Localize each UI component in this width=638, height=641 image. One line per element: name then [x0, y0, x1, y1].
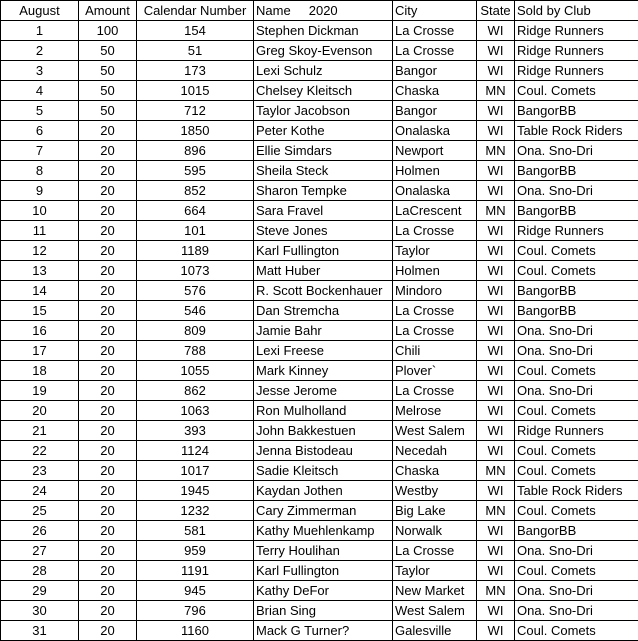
cell-amount: 20 — [79, 461, 137, 481]
cell-calendar-number: 393 — [137, 421, 254, 441]
cell-name: Terry Houlihan — [254, 541, 393, 561]
cell-city: La Crosse — [393, 381, 477, 401]
cell-amount: 20 — [79, 261, 137, 281]
cell-city: Norwalk — [393, 521, 477, 541]
table-row — [1, 81, 638, 101]
table-row — [1, 361, 638, 381]
cell-name: Cary Zimmerman — [254, 501, 393, 521]
cell-club: BangorBB — [515, 101, 638, 121]
cell-club: Ona. Sno-Dri — [515, 381, 638, 401]
cell-name: Karl Fullington — [254, 561, 393, 581]
cell-calendar-number: 1063 — [137, 401, 254, 421]
cell-calendar-number: 896 — [137, 141, 254, 161]
cell-amount: 20 — [79, 481, 137, 501]
cell-state: WI — [477, 441, 515, 461]
cell-state: WI — [477, 481, 515, 501]
cell-amount: 20 — [79, 521, 137, 541]
cell-day: 15 — [1, 301, 79, 321]
cell-amount: 20 — [79, 501, 137, 521]
cell-club: BangorBB — [515, 201, 638, 221]
cell-name: R. Scott Bockenhauer — [254, 281, 393, 301]
cell-amount: 20 — [79, 541, 137, 561]
cell-amount: 20 — [79, 281, 137, 301]
cell-state: MN — [477, 461, 515, 481]
cell-city: Holmen — [393, 161, 477, 181]
cell-amount: 100 — [79, 21, 137, 41]
table-row — [1, 201, 638, 221]
cell-state: WI — [477, 41, 515, 61]
cell-amount: 20 — [79, 441, 137, 461]
cell-day: 19 — [1, 381, 79, 401]
cell-day: 23 — [1, 461, 79, 481]
cell-calendar-number: 595 — [137, 161, 254, 181]
cell-calendar-number: 1073 — [137, 261, 254, 281]
cell-name: Karl Fullington — [254, 241, 393, 261]
cell-club: Coul. Comets — [515, 621, 638, 641]
header-state: State — [477, 1, 515, 21]
cell-calendar-number: 576 — [137, 281, 254, 301]
cell-state: MN — [477, 141, 515, 161]
cell-city: Plover` — [393, 361, 477, 381]
cell-day: 12 — [1, 241, 79, 261]
cell-calendar-number: 51 — [137, 41, 254, 61]
header-amount: Amount — [79, 1, 137, 21]
table-row — [1, 61, 638, 81]
cell-name: Chelsey Kleitsch — [254, 81, 393, 101]
cell-calendar-number: 1017 — [137, 461, 254, 481]
cell-club: Ona. Sno-Dri — [515, 601, 638, 621]
cell-city: Newport — [393, 141, 477, 161]
cell-name: Sadie Kleitsch — [254, 461, 393, 481]
table-row — [1, 141, 638, 161]
table-body — [1, 1, 638, 641]
cell-city: La Crosse — [393, 301, 477, 321]
cell-club: Coul. Comets — [515, 241, 638, 261]
cell-club: Coul. Comets — [515, 501, 638, 521]
cell-state: WI — [477, 381, 515, 401]
cell-club: Ridge Runners — [515, 41, 638, 61]
cell-club: Ona. Sno-Dri — [515, 141, 638, 161]
cell-day: 14 — [1, 281, 79, 301]
cell-club: Coul. Comets — [515, 401, 638, 421]
table-row — [1, 521, 638, 541]
cell-calendar-number: 1124 — [137, 441, 254, 461]
cell-calendar-number: 1189 — [137, 241, 254, 261]
cell-day: 18 — [1, 361, 79, 381]
cell-amount: 50 — [79, 41, 137, 61]
cell-calendar-number: 1191 — [137, 561, 254, 581]
table-row — [1, 621, 638, 641]
cell-name: Brian Sing — [254, 601, 393, 621]
header-name: Name 2020 — [254, 1, 393, 21]
cell-day: 21 — [1, 421, 79, 441]
cell-day: 2 — [1, 41, 79, 61]
cell-name: Lexi Schulz — [254, 61, 393, 81]
cell-state: WI — [477, 301, 515, 321]
cell-club: Ona. Sno-Dri — [515, 581, 638, 601]
cell-name: John Bakkestuen — [254, 421, 393, 441]
cell-city: Chaska — [393, 461, 477, 481]
header-row — [1, 1, 638, 21]
cell-club: Coul. Comets — [515, 441, 638, 461]
cell-calendar-number: 809 — [137, 321, 254, 341]
table-row — [1, 261, 638, 281]
cell-amount: 20 — [79, 381, 137, 401]
cell-state: WI — [477, 101, 515, 121]
cell-city: LaCrescent — [393, 201, 477, 221]
cell-club: BangorBB — [515, 521, 638, 541]
cell-calendar-number: 862 — [137, 381, 254, 401]
cell-calendar-number: 712 — [137, 101, 254, 121]
cell-calendar-number: 1232 — [137, 501, 254, 521]
cell-city: Mindoro — [393, 281, 477, 301]
cell-amount: 20 — [79, 601, 137, 621]
cell-calendar-number: 101 — [137, 221, 254, 241]
cell-day: 24 — [1, 481, 79, 501]
cell-day: 20 — [1, 401, 79, 421]
cell-calendar-number: 788 — [137, 341, 254, 361]
cell-name: Mark Kinney — [254, 361, 393, 381]
table-row — [1, 421, 638, 441]
cell-calendar-number: 852 — [137, 181, 254, 201]
cell-club: Coul. Comets — [515, 361, 638, 381]
cell-calendar-number: 546 — [137, 301, 254, 321]
cell-state: WI — [477, 361, 515, 381]
cell-city: Chaska — [393, 81, 477, 101]
cell-day: 13 — [1, 261, 79, 281]
cell-name: Kathy DeFor — [254, 581, 393, 601]
header-calendar-number: Calendar Number — [137, 1, 254, 21]
cell-name: Sharon Tempke — [254, 181, 393, 201]
cell-amount: 20 — [79, 121, 137, 141]
cell-city: Taylor — [393, 561, 477, 581]
table-row — [1, 301, 638, 321]
table-row — [1, 21, 638, 41]
cell-calendar-number: 796 — [137, 601, 254, 621]
cell-city: West Salem — [393, 421, 477, 441]
cell-day: 28 — [1, 561, 79, 581]
cell-city: La Crosse — [393, 221, 477, 241]
table-row — [1, 441, 638, 461]
cell-club: BangorBB — [515, 301, 638, 321]
table-row — [1, 241, 638, 261]
cell-day: 5 — [1, 101, 79, 121]
cell-city: New Market — [393, 581, 477, 601]
cell-name: Stephen Dickman — [254, 21, 393, 41]
cell-day: 17 — [1, 341, 79, 361]
cell-day: 4 — [1, 81, 79, 101]
cell-state: WI — [477, 401, 515, 421]
cell-state: WI — [477, 281, 515, 301]
cell-state: WI — [477, 121, 515, 141]
table-row — [1, 461, 638, 481]
cell-city: Westby — [393, 481, 477, 501]
cell-calendar-number: 664 — [137, 201, 254, 221]
cell-state: WI — [477, 521, 515, 541]
table-row — [1, 541, 638, 561]
cell-name: Ellie Simdars — [254, 141, 393, 161]
cell-name: Steve Jones — [254, 221, 393, 241]
cell-state: WI — [477, 261, 515, 281]
cell-city: La Crosse — [393, 41, 477, 61]
cell-state: WI — [477, 561, 515, 581]
cell-calendar-number: 1055 — [137, 361, 254, 381]
table-row — [1, 281, 638, 301]
cell-day: 10 — [1, 201, 79, 221]
cell-city: West Salem — [393, 601, 477, 621]
table-row — [1, 401, 638, 421]
cell-amount: 20 — [79, 341, 137, 361]
table-row — [1, 581, 638, 601]
cell-amount: 50 — [79, 81, 137, 101]
cell-club: BangorBB — [515, 281, 638, 301]
cell-club: Table Rock Riders — [515, 121, 638, 141]
table-row — [1, 121, 638, 141]
cell-name: Greg Skoy-Evenson — [254, 41, 393, 61]
cell-state: WI — [477, 541, 515, 561]
cell-club: Ona. Sno-Dri — [515, 181, 638, 201]
cell-amount: 20 — [79, 421, 137, 441]
cell-state: WI — [477, 181, 515, 201]
cell-day: 16 — [1, 321, 79, 341]
cell-state: WI — [477, 241, 515, 261]
table-row — [1, 601, 638, 621]
cell-calendar-number: 1850 — [137, 121, 254, 141]
cell-day: 1 — [1, 21, 79, 41]
cell-city: Melrose — [393, 401, 477, 421]
cell-day: 8 — [1, 161, 79, 181]
cell-state: MN — [477, 201, 515, 221]
table-row — [1, 181, 638, 201]
table-row — [1, 221, 638, 241]
cell-club: Ridge Runners — [515, 21, 638, 41]
cell-state: WI — [477, 21, 515, 41]
table-row — [1, 381, 638, 401]
cell-amount: 20 — [79, 321, 137, 341]
cell-city: Onalaska — [393, 181, 477, 201]
header-august: August — [1, 1, 79, 21]
cell-name: Peter Kothe — [254, 121, 393, 141]
table-row — [1, 481, 638, 501]
cell-name: Dan Stremcha — [254, 301, 393, 321]
cell-name: Ron Mulholland — [254, 401, 393, 421]
cell-state: MN — [477, 501, 515, 521]
cell-day: 25 — [1, 501, 79, 521]
cell-day: 9 — [1, 181, 79, 201]
cell-day: 29 — [1, 581, 79, 601]
cell-day: 22 — [1, 441, 79, 461]
cell-calendar-number: 1945 — [137, 481, 254, 501]
cell-name: Jamie Bahr — [254, 321, 393, 341]
cell-city: Big Lake — [393, 501, 477, 521]
cell-state: WI — [477, 61, 515, 81]
cell-name: Matt Huber — [254, 261, 393, 281]
cell-day: 6 — [1, 121, 79, 141]
cell-club: Ona. Sno-Dri — [515, 541, 638, 561]
cell-club: Ridge Runners — [515, 421, 638, 441]
cell-name: Kaydan Jothen — [254, 481, 393, 501]
cell-city: La Crosse — [393, 321, 477, 341]
cell-state: WI — [477, 161, 515, 181]
table-row — [1, 321, 638, 341]
cell-amount: 20 — [79, 141, 137, 161]
cell-day: 31 — [1, 621, 79, 641]
cell-state: MN — [477, 81, 515, 101]
cell-amount: 20 — [79, 561, 137, 581]
table-row — [1, 161, 638, 181]
cell-state: WI — [477, 601, 515, 621]
cell-name: Sara Fravel — [254, 201, 393, 221]
cell-name: Lexi Freese — [254, 341, 393, 361]
cell-name: Jenna Bistodeau — [254, 441, 393, 461]
cell-city: Galesville — [393, 621, 477, 641]
cell-amount: 20 — [79, 401, 137, 421]
cell-amount: 20 — [79, 161, 137, 181]
cell-amount: 20 — [79, 361, 137, 381]
cell-amount: 20 — [79, 221, 137, 241]
cell-city: Chili — [393, 341, 477, 361]
table-row — [1, 101, 638, 121]
cell-state: WI — [477, 221, 515, 241]
cell-club: Coul. Comets — [515, 561, 638, 581]
cell-amount: 20 — [79, 301, 137, 321]
header-city: City — [393, 1, 477, 21]
cell-day: 3 — [1, 61, 79, 81]
cell-city: Holmen — [393, 261, 477, 281]
table-row — [1, 41, 638, 61]
cell-amount: 20 — [79, 581, 137, 601]
cell-state: WI — [477, 321, 515, 341]
cell-club: Ona. Sno-Dri — [515, 341, 638, 361]
cell-city: La Crosse — [393, 541, 477, 561]
cell-amount: 20 — [79, 241, 137, 261]
table-row — [1, 561, 638, 581]
cell-calendar-number: 581 — [137, 521, 254, 541]
cell-city: La Crosse — [393, 21, 477, 41]
cell-club: Coul. Comets — [515, 461, 638, 481]
cell-name: Mack G Turner? — [254, 621, 393, 641]
cell-calendar-number: 959 — [137, 541, 254, 561]
cell-day: 30 — [1, 601, 79, 621]
cell-day: 7 — [1, 141, 79, 161]
cell-calendar-number: 173 — [137, 61, 254, 81]
cell-calendar-number: 154 — [137, 21, 254, 41]
cell-city: Onalaska — [393, 121, 477, 141]
cell-club: Ridge Runners — [515, 61, 638, 81]
cell-state: WI — [477, 341, 515, 361]
cell-club: Coul. Comets — [515, 261, 638, 281]
cell-club: Ona. Sno-Dri — [515, 321, 638, 341]
cell-name: Kathy Muehlenkamp — [254, 521, 393, 541]
cell-day: 11 — [1, 221, 79, 241]
cell-amount: 50 — [79, 101, 137, 121]
cell-club: Ridge Runners — [515, 221, 638, 241]
cell-calendar-number: 1015 — [137, 81, 254, 101]
cell-state: WI — [477, 421, 515, 441]
cell-amount: 20 — [79, 621, 137, 641]
cell-city: Necedah — [393, 441, 477, 461]
cell-city: Bangor — [393, 101, 477, 121]
cell-state: WI — [477, 621, 515, 641]
cell-club: Table Rock Riders — [515, 481, 638, 501]
cell-day: 27 — [1, 541, 79, 561]
cell-day: 26 — [1, 521, 79, 541]
cell-calendar-number: 1160 — [137, 621, 254, 641]
cell-club: Coul. Comets — [515, 81, 638, 101]
cell-calendar-number: 945 — [137, 581, 254, 601]
table-row — [1, 501, 638, 521]
cell-name: Sheila Steck — [254, 161, 393, 181]
header-sold-by-club: Sold by Club — [515, 1, 638, 21]
cell-amount: 20 — [79, 181, 137, 201]
cell-amount: 20 — [79, 201, 137, 221]
cell-name: Taylor Jacobson — [254, 101, 393, 121]
cell-name: Jesse Jerome — [254, 381, 393, 401]
cell-club: BangorBB — [515, 161, 638, 181]
cell-city: Bangor — [393, 61, 477, 81]
cell-city: Taylor — [393, 241, 477, 261]
cell-state: MN — [477, 581, 515, 601]
table-row — [1, 341, 638, 361]
cell-amount: 50 — [79, 61, 137, 81]
